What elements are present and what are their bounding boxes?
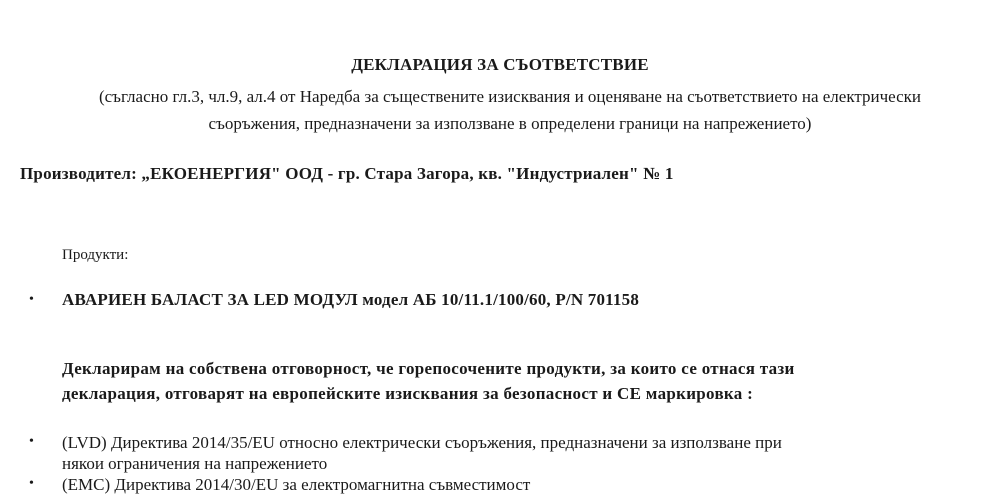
producer-line: Производител: „ЕКОЕНЕРГИЯ" ООД - гр. Стара Загора, кв. "Индустриален" № 1 (20, 164, 674, 183)
directive-emc-line-1: (EMC) Директива 2014/30/EU за електромагнитна съвместимост (62, 475, 531, 494)
directive-emc (62, 474, 987, 495)
subtitle-line-1: (съгласно гл.3, чл.9, ал.4 от Наредба за съществените изисквания и оценяване на съответствието на електрически (98, 87, 922, 106)
document-subtitle (20, 83, 1000, 137)
declaration-line-1: Декларирам на собствена отговорност, че горепосочените продукти, за които се отнася тази (62, 359, 795, 378)
product-item: АВАРИЕН БАЛАСТ ЗА LED МОДУЛ модел АБ 10/11.1/100/60, P/N 701158 (62, 290, 640, 309)
products-label: Продукти: (62, 247, 129, 263)
declaration-statement (62, 356, 962, 406)
directive-lvd-line-2: някои ограничения на напрежението (62, 454, 328, 473)
directive-lvd (62, 432, 987, 474)
declaration-line-2: декларация, отговарят на европейските изисквания за безопасност и СЕ маркировка : (62, 384, 754, 403)
bullet-icon: • (29, 292, 34, 307)
subtitle-line-2: съоръжения, предназначени за използване в определени граници на напрежението) (208, 114, 812, 133)
bullet-icon: • (29, 434, 34, 449)
directive-lvd-line-1: (LVD) Директива 2014/35/EU относно електрически съоръжения, предназначени за използване при (62, 433, 782, 452)
bullet-icon: • (29, 476, 34, 491)
document-title: ДЕКЛАРАЦИЯ ЗА СЪОТВЕТСТВИЕ (351, 55, 649, 74)
